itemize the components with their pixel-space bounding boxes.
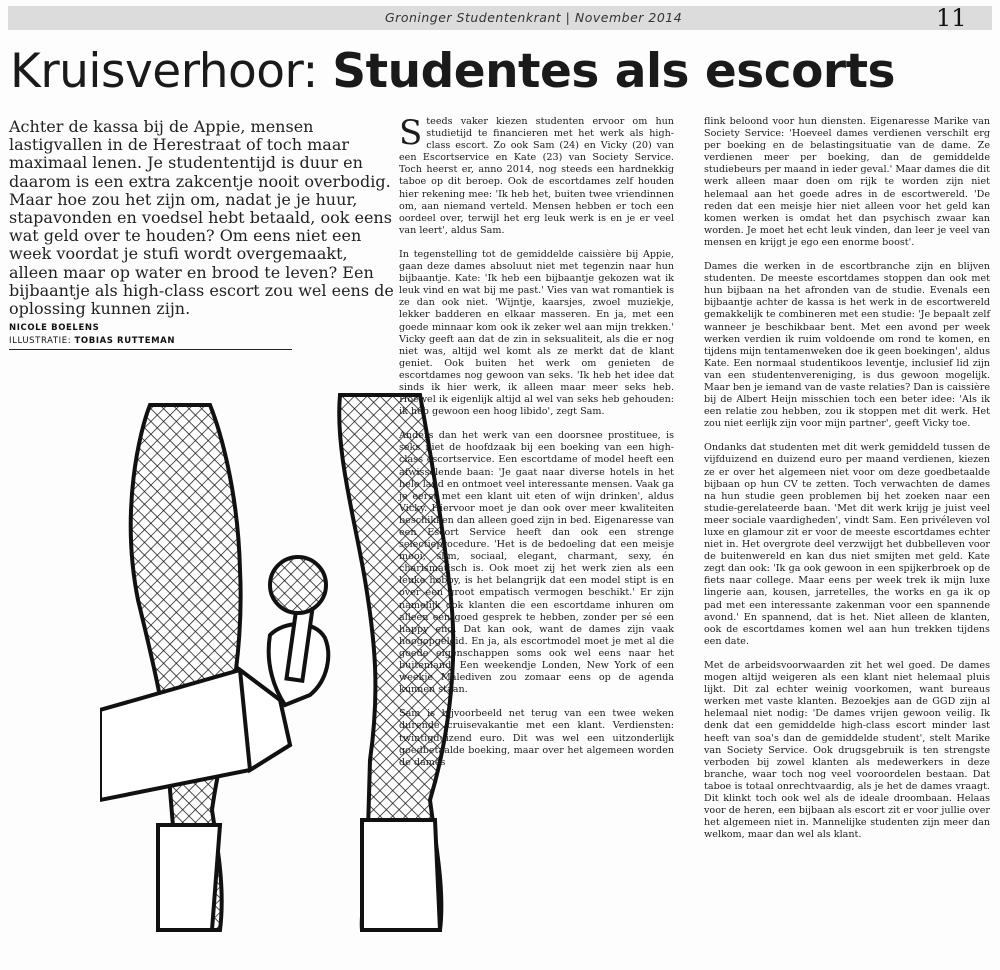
microphone-icon bbox=[270, 557, 326, 613]
credit-rule bbox=[9, 349, 292, 350]
headline bbox=[10, 42, 990, 102]
illustration-credit bbox=[9, 336, 175, 346]
col2-paragraph: Met de arbeidsvoorwaarden zit het wel goed. De dames mogen altijd weigeren als een klant niet helemaal pluis lijkt. Dit zal echter weinig voorkomen, want bureaus werken met vaste klanten. Bezoekjes aan de GGD zijn al helemaal niet nodig: 'De dames vrijen gewoon veilig. Ik denk dat een gemiddelde high-class escort minder last heeft van soa's dan de gemiddelde student', stelt Marike van Society Service. Ook drugsgebruik is ten strengste verboden bij zowel klanten als medewerkers in deze branche, waar toch nog veel vooroordelen bestaan. Dat taboe is totaal onrechtvaardig, als je het de dames vraagt. Dit klinkt toch ook wel als de ideale droombaan. Helaas voor de heren, een bijbaan als escort zit er voor jullie over het algemeen niet in. Mannelijke studenten zijn meer dan welkom, maar dan wel als klant. bbox=[704, 659, 990, 841]
col2-paragraph: Ondanks dat studenten met dit werk gemiddeld tussen de vijfduizend en duizend euro per maand verdienen, kiezen ze er over het algemeen niet voor om deze goedbetaalde bijbaan op hun CV te zetten. Toch verwachten de dames na hun studie geen problemen bij het zoeken naar een studie-gerelateerde baan. 'Met dit werk krijg je juist veel meer sociale vaardigheden', vindt Sam. Een privéleven vol luxe en glamour zit er voor de meeste escortdames echter niet in. Het overgrote deel verzwijgt het dubbelleven voor de buitenwereld en kan dus niet smijten met geld. Kate zegt dan ook: 'Ik ga ook gewoon in een spijkerbroek op de fiets naar college. Maar eens per week trek ik mijn luxe lingerie aan, kousen, jarretelles, the works en ga ik op pad met een interessante zakenman voor een spannende avond.' En spannend, dat is het. Niet alleen de klanten, ook de escortdames komen wel aan hun trekken tijdens een date. bbox=[704, 442, 990, 647]
article-column-1 bbox=[399, 113, 674, 781]
col1-paragraph: Steeds vaker kiezen studenten ervoor om hun studietijd te financieren met het werk als high-class escort. Zo ook Sam (24) en Vicky (20) van een Escortservice en Kate (23) van Society Service. Toch heerst er, anno 2014, nog steeds een hardnekkig taboe op dit beroep. Ook de escortdames zelf houden hier rekening mee: 'Ik heb het, buiten twee vriendinnen om, aan niemand verteld. Mensen hebben er toch een oordeel over, terwijl het erg leuk werk is en je er veel van leert', aldus Sam. bbox=[399, 113, 674, 236]
illustration-label: ILLUSTRATIE: bbox=[9, 336, 72, 346]
col2-paragraph: Dames die werken in de escortbranche zijn en blijven studenten. De meeste escortdames stoppen dan ook met hun bijbaan na het afronden van de studie. Evenals een bijbaantje achter de kassa is het werk in de escortwereld gemakkelijk te combineren met een studie: 'Je bepaalt zelf wanneer je beschikbaar bent. Met een avond per week werken verdien ik ruim voldoende om rond te komen, en tijdens mijn tentamenweken doe ik geen boekingen', aldus Kate. Een normaal studentikoos leventje, inclusief lid zijn van een studentenvereniging, is dus gewoon mogelijk. Maar ben je iemand van de vaste relaties? Dan is caissière bij de Albert Heijn misschien toch een beter idee: 'Als ik een relatie zou hebben, zou ik stoppen met dit werk. Het zou niet eerlijk zijn voor mijn partner', geeft Vicky toe. bbox=[704, 261, 990, 430]
page-number: 11 bbox=[936, 4, 967, 32]
running-head: Groninger Studentenkrant | November 2014 bbox=[385, 10, 683, 25]
author-credit bbox=[9, 323, 99, 333]
right-boot bbox=[362, 820, 440, 930]
illustrator-name: TOBIAS RUTTEMAN bbox=[74, 336, 176, 346]
left-boot bbox=[158, 825, 220, 930]
headline-part1: Kruisverhoor: bbox=[10, 44, 318, 99]
col1-paragraph: Sam is bijvoorbeeld net terug van een twee weken durende cruisevakantie met een klant. Verdiensten: twintigduizend euro. Dit was wel een uitzonderlijk goedbetaalde boeking, maar over het algemeen worden de dames bbox=[399, 708, 674, 768]
col2-paragraph: flink beloond voor hun diensten. Eigenaresse Marike van Society Service: 'Hoeveel dames verdienen verschilt erg per boeking en de belastingsituatie van de dame. Ze verdienen meer per boeking, dan de gemiddelde studiebeurs per maand in ieder geval.' Maar dames die dit werk alleen maar doen om rijk te worden zijn niet helemaal aan het goede adres in de escortwereld. 'De reden dat een meisje hier niet alleen voor het geld kan komen werken is omdat het dan psychisch zwaar kan worden. Je moet het echt leuk vinden, dan leer je veel van mensen en krijgt je ego een enorme boost'. bbox=[704, 116, 990, 248]
drop-cap: S bbox=[399, 113, 423, 153]
lead-paragraph: Achter de kassa bij de Appie, mensen lastigvallen in de Herestraat of toch maar maximaal lenen. Je studententijd is duur en daarom is een extra zakcentje nooit overbodig. Maar hoe zou het zijn om, nadat je je huur, stapavonden en voedsel hebt betaald, ook eens wat geld over te houden? Om eens niet een week voordat je stufi wordt overgemaakt, alleen maar op water en brood te leven? Een bijbaantje als high-class escort zou wel eens de oplossing kunnen zijn. bbox=[9, 117, 394, 319]
headline-part2: Studentes als escorts bbox=[332, 44, 896, 99]
col1-paragraph: In tegenstelling tot de gemiddelde caissière bij Appie, gaan deze dames absoluut niet met tegenzin naar hun bijbaantje. Kate: 'Ik heb een bijbaantje gekozen wat ik leuk vind en wat bij me past.' Vies van wat romantiek is ze dan ook niet. 'Wijntje, kaarsjes, zwoel muziekje, lekker badderen en elkaar masseren. En ja, met een goede minnaar kom ook ik zeker wel aan mijn trekken.' Vicky geeft aan dat de zin in seksualiteit, als die er nog niet was, altijd wel komt als ze merkt dat de klant geniet. Ook buiten het werk om genieten de escortdames nog gewoon van seks. 'Ik heb het idee dat sinds ik hier werk, ik alleen maar meer seks heb. Hoewel ik eigenlijk altijd al wel van seks heb gehouden: ik heb gewoon een hoog libido', zegt Sam. bbox=[399, 248, 674, 418]
author-name: NICOLE BOELENS bbox=[9, 323, 100, 333]
article-column-2 bbox=[704, 116, 990, 853]
col1-paragraph: Anders dan het werk van een doorsnee prostituee, is seks niet de hoofdzaak bij een boeking van een high-class escortservice. Een escortdame of model heeft een afwisselende baan: 'Je gaat naar diverse hotels in het hele land en ontmoet veel interessante mensen. Vaak ga je eerst met een klant uit eten of wijn drinken', aldus Vicky. Hiervoor moet je dan ook over meer kwaliteiten beschikken dan alleen goed zijn in bed. Eigenaresse van een Escort Service heeft dan ook een strenge selectieprocedure. 'Het is de bedoeling dat een meisje mooi, slim, sociaal, elegant, charmant, sexy, én charismatisch is. Ook moet zij het werk zien als een leuke hobby, is het belangrijk dat een model stipt is en over een groot empatisch vermogen beschikt.' Er zijn namelijk ook klanten die een escortdame inhuren om alleen een goed gesprek te hebben, zonder per sé een happy end. Dat kan ook, want de dames zijn vaak hoogopgeleid. En ja, als escortmodel moet je met al die goede eigenschappen soms ook wel eens naar het buitenland. Een weekendje Londen, New York of een weekje Malediven zou zomaar eens op de agenda kunnen staan. bbox=[399, 430, 674, 696]
